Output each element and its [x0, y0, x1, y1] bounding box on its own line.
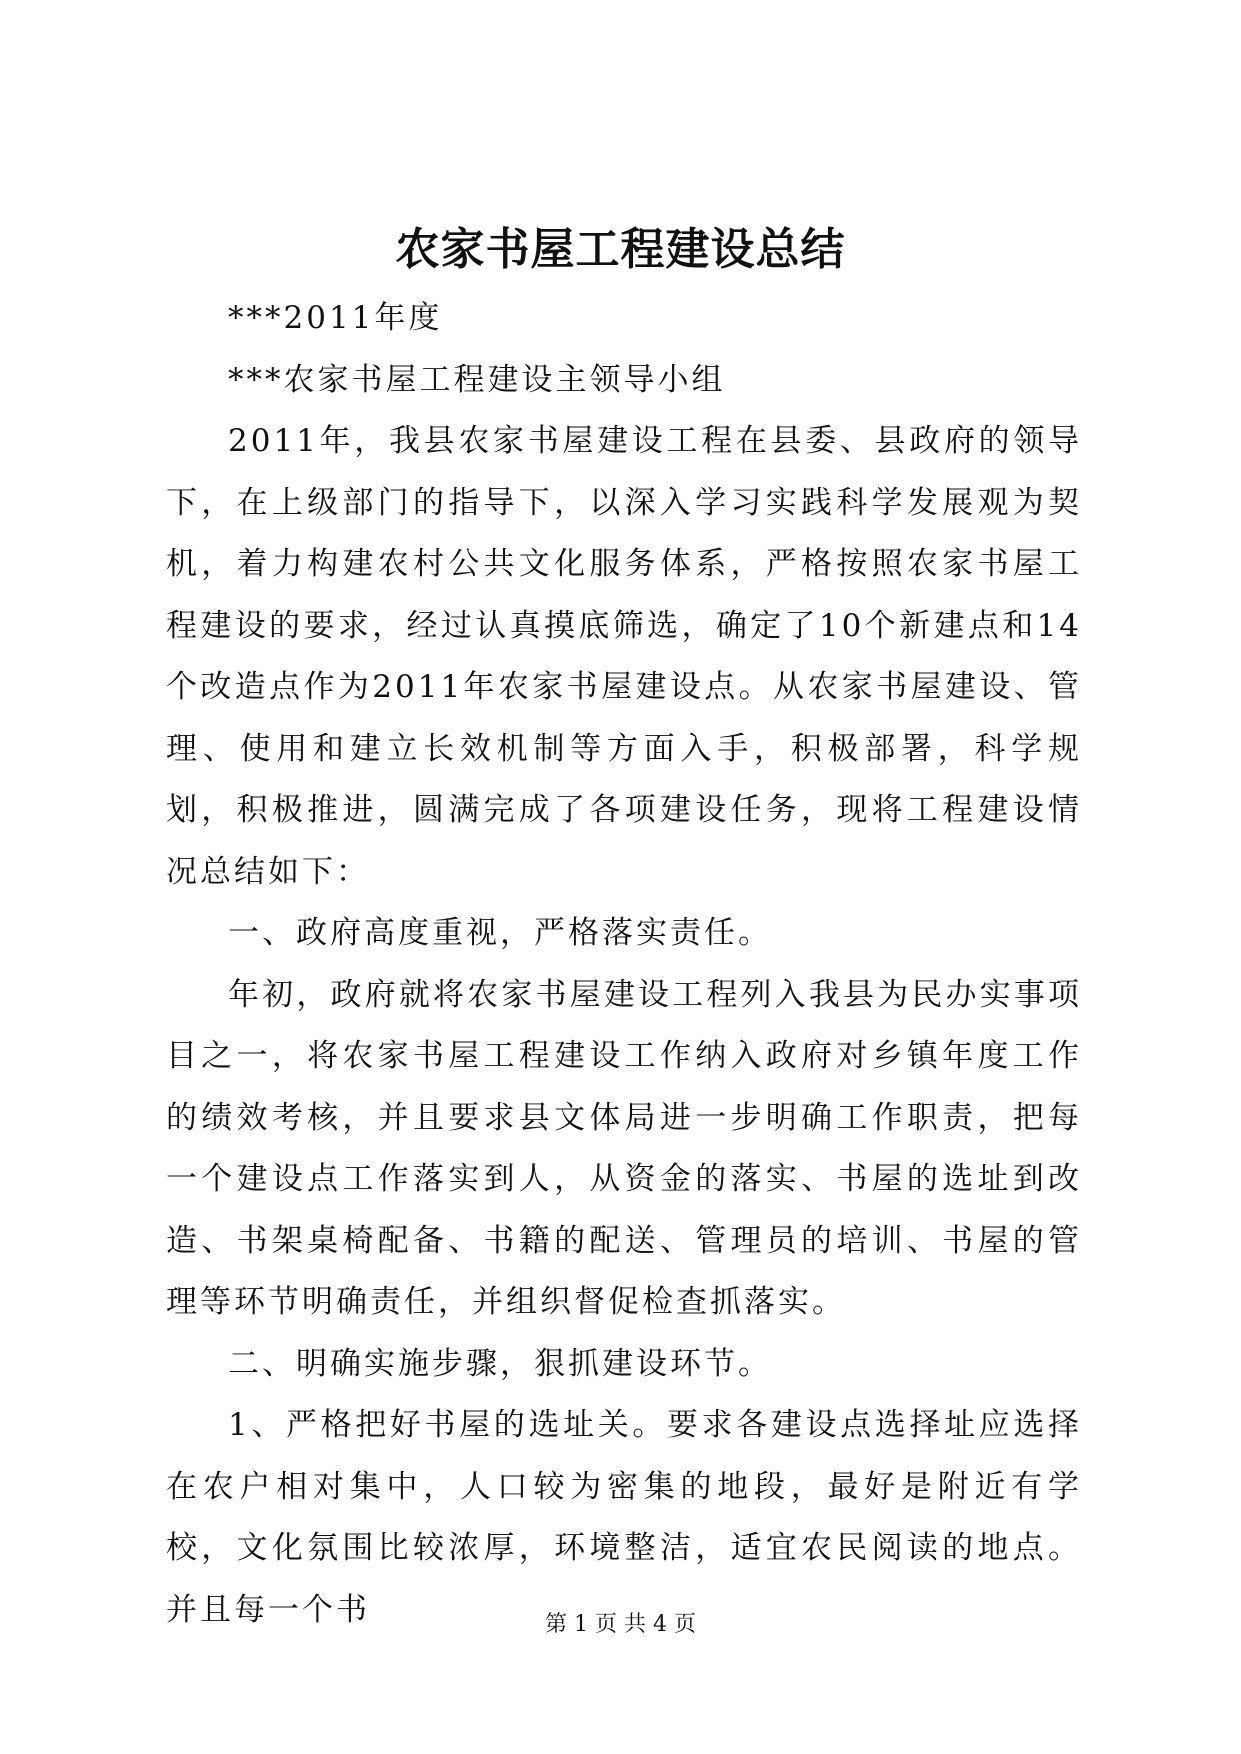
- section-heading-2: 二、明确实施步骤，狠抓建设环节。: [228, 1345, 772, 1382]
- section-2-paragraph-1: 1、严格把好书屋的选址关。要求各建设点选择址应选择在农户相对集中，人口较为密集的地段，最好是附近有学校，文化氛围比较浓厚，环境整洁，适宜农民阅读的地点。并且每一个书: [166, 1407, 1082, 1628]
- organization-line: ***农家书屋工程建设主领导小组: [228, 361, 726, 398]
- section-1-paragraph: 年初，政府就将农家书屋建设工程列入我县为民办实事项目之一，将农家书屋工程建设工作纳入政府对乡镇年度工作的绩效考核，并且要求县文体局进一步明确工作职责，把每一个建设点工作落实到人，从资金的落实、书屋的选址到改造、书架桌椅配备、书籍的配送、管理员的培训、书屋的管理等环节明确责任，并组织督促检查抓落实。: [166, 976, 1082, 1320]
- page-footer: 第 1 页 共 4 页: [545, 1612, 696, 1637]
- year-line: ***2011年度: [228, 300, 443, 336]
- document-title: 农家书屋工程建设总结: [395, 224, 846, 275]
- section-heading-1: 一、政府高度重视，严格落实责任。: [228, 915, 772, 951]
- document-body: [166, 288, 1082, 1641]
- intro-paragraph: 2011年，我县农家书屋建设工程在县委、县政府的领导下，在上级部门的指导下，以深入学习实践科学发展观为契机，着力构建农村公共文化服务体系，严格按照农家书屋工程建设的要求，经过认真摸底筛选，确定了10个新建点和14个改造点作为2011年农家书屋建设点。从农家书屋建设、管理、使用和建立长效机制等方面入手，积极部署，科学规划，积极推进，圆满完成了各项建设任务，现将工程建设情况总结如下：: [166, 423, 1082, 890]
